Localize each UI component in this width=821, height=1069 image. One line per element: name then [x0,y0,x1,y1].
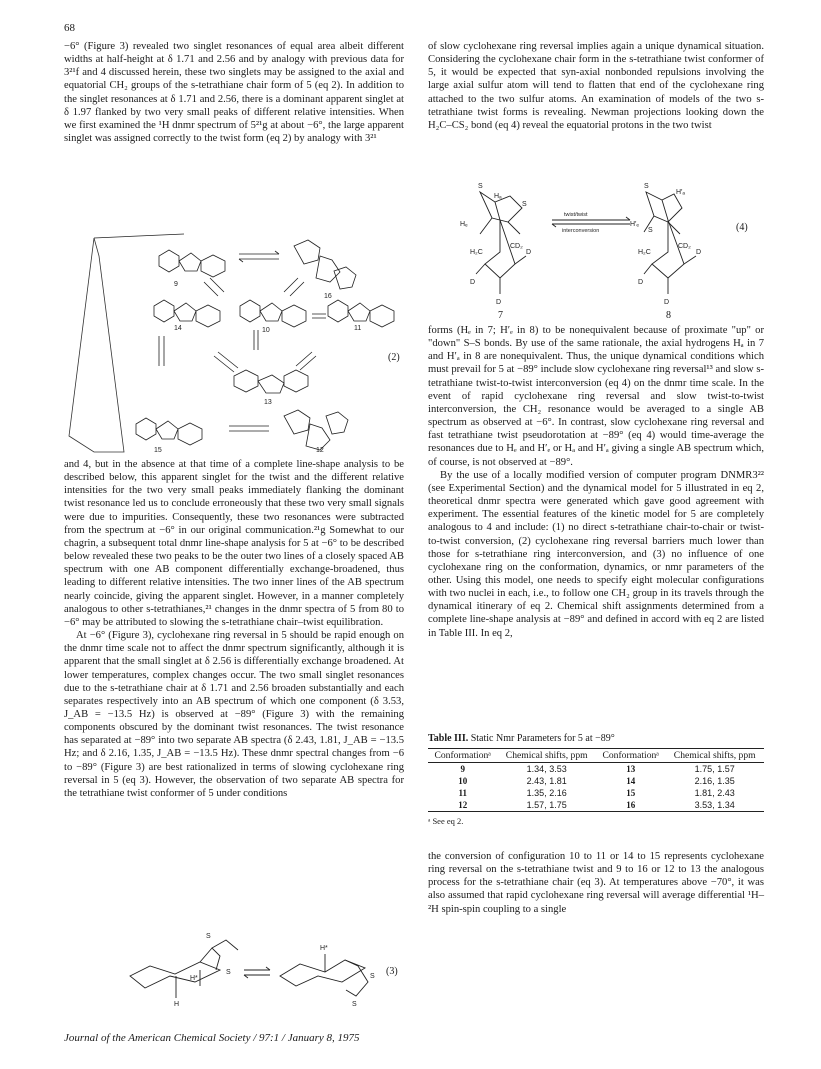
svg-text:CD₂: CD₂ [510,243,523,250]
svg-text:D: D [470,279,476,286]
equation-3-scheme [120,926,404,1008]
table-cell: 14 [626,776,636,786]
svg-text:D: D [526,249,532,256]
svg-text:S: S [648,227,653,234]
svg-text:D: D [496,299,502,306]
equation-2-scheme [64,226,404,454]
svg-text:H: H [174,1001,180,1008]
svg-text:Hₑ: Hₑ [460,221,468,228]
table-title-text: Static Nmr Parameters for 5 at −89° [470,733,615,744]
svg-text:S: S [352,1001,357,1008]
table-cell: 1.34, 3.53 [526,764,567,774]
equation-number-3: (3) [386,966,398,977]
table-cell: 1.35, 2.16 [526,788,567,798]
paragraph: and 4, but in the absence at that time of a complete line-shape analysis to be described below, this apparent singlet for the twist and the different relative intensities for the two very small peaks immediately flanking the dominant twist resonance led us to conclude erroneously that these two very small signals were due to impurities. Consequently, these two resonances were subtracted from the spectrum at −6° in our original communication.²¹g Somewhat to our chagrin, a subsequent total dnmr line-shape analysis for 5 at −6° to be described below revealed these two peaks to be the outer two lines of a closely spaced AB spectrum with one AB component differentially exchange-broadened, thus leading to different relative intensities. The two inner lines of the AB spectrum nearly coincide, giving the apparent singlet. However, in a manner completely analogous to other s-tetrathianes,²¹ changes in the dnmr spectra of 5 from 80 to −6° may be attributed to slowing the s-tetrathiane chair–twist equilibration. [64,459,404,628]
right-column-bottom [428,850,764,916]
table-cell: 16 [626,800,636,810]
paragraph: −6° (Figure 3) revealed two singlet resonances of equal area albeit different widths at half-height at δ 1.71 and 2.56 and by analogy with previous data for 3²¹f and 4 discussed herein, these two singlets may be assigned to the axial and equatorial CH₂ groups of the s-tetrathiane chair form of 5 (eq 2). In addition to the singlet resonances at δ 1.71 and 2.56, there is a dominant apparent singlet at δ 1.97 flanked by two very small peaks of different relative intensities. When we first examined the ¹H dnmr spectrum of 5²¹g at about −6°, the large apparent singlet was assigned correctly to the twist form (eq 2) by analogy with 3²¹ [64,41,404,145]
svg-text:D: D [638,279,644,286]
table-row [428,775,764,787]
compound-label-8: 8 [666,310,671,321]
left-column-top [64,40,404,145]
table-cell: 1.75, 1.57 [694,764,735,774]
paragraph: By the use of a locally modified version of computer program DNMR3²² (see Experimental Section) and the dynamical model for 5 illustrated in eq 2, theoretical dnmr spectra were generated which gave good agreement with experiment. The essential features of the kinetic model for 5 are completely analogous to 4 and include: (1) no direct s-tetrathiane chair-to-chair or twist-to-twist conversion, (2) cyclohexane ring reversal barriers much lower than those for s-tetrathiane ring interconversion, and (3) no influence of one cyclohexane ring on the conformation, dynamics, or nmr parameters of the other. Using this model, one needs to specify eight molecular configurations with two nuclei in each, i.e., to follow one CH₂ group in its travels through the dynamical itinerary of eq 2. Chemical shift assignments determined from a complete line-shape analysis at −89° and defined in accord with eq 2 are listed in Table III. In eq 2, [428,469,764,639]
compound-label-10: 10 [262,327,270,334]
equation-number-2: (2) [388,352,400,363]
table-cell: 3.53, 1.34 [694,800,735,810]
table-iii [428,733,764,826]
svg-text:D: D [664,299,670,306]
right-column-middle [428,324,764,640]
eq3-drawing [120,926,404,1008]
svg-text:H′ₑ: H′ₑ [630,221,639,228]
scheme-drawing [64,226,404,454]
arrow-label-top: twist/twist [564,212,588,218]
right-column-top [428,40,764,132]
equation-4-scheme [440,172,764,322]
table-title [428,733,764,744]
table-cell: 2.16, 1.35 [694,776,735,786]
table-title-label: Table III. [428,733,469,744]
table-cell: 13 [626,764,636,774]
table-cell: 9 [460,764,465,774]
svg-text:S: S [644,183,649,190]
compound-label-12: 12 [316,447,324,454]
table-header: Chemical shifts, ppm [505,750,588,761]
paragraph: At −6° (Figure 3), cyclohexane ring reversal in 5 should be rapid enough on the dnmr time scale not to affect the dnmr spectrum significantly, although it is apparent that the small singlet at δ 2.56 is differentially exchange broadened. At lower temperatures, complex changes occur. The two small singlet resonances due to the s-tetrathiane chair at δ 1.71 and 2.56 broaden substantially and each separates respectively into an AB spectrum of which one component (δ 3.53, J_AB = −13.5 Hz) is observed at −89° (Figure 3) with the remaining components obscured by the dominant twist resonances. The twist resonance has separated at −89° into two separate AB spectra (δ 2.43, 1.81, J_AB = −13.5 Hz; and δ 2.16, 1.35, J_AB = −13.5 Hz). These dnmr spectral changes from −6 to −89° (Figure 3) are best rationalized in terms of slowing cyclohexane ring reversal in 5 (eq 3). However, the observation of two separate AB spectra for the tetrathiane twist conformer of 5 under conditions [64,630,404,799]
svg-text:S: S [206,933,211,940]
compound-label-11: 11 [354,325,362,332]
svg-text:S: S [226,969,231,976]
left-column-middle [64,458,404,800]
paragraph: forms (Hₑ in 7; H′ₑ in 8) to be nonequivalent because of proximate "up" or "down" S–S bonds. By use of the same rationale, the axial hydrogens Hₐ in 7 and H′ₐ in 8 are nonequivalent. Thus, the unique dynamical conditions which must prevail for 5 at −89° include slow cyclohexane ring reversal¹³ and slow s-tetrathiane twist-to-twist interconversion (eq 4) on the dnmr time scale. In the event of rapid cyclohexane ring reversal and slow twist-to-twist interconversion, the CH₂ resonance would be averaged to a single AB spectrum as observed at −6°. In contrast, slow cyclohexane ring reversal and fast tetrathiane twist pseudorotation at −89° (eq 4) would time-average the resonances due to Hₑ and H′ₑ or Hₐ and H′ₐ giving a single AB spectrum which, of course, is not observed at −89°. [428,325,764,468]
paragraph: the conversion of configuration 10 to 11 or 14 to 15 represents cyclohexane ring reversal on the s-tetrathiane twist and 9 to 16 or 12 to 13 the analogous process for the s-tetrathiane chair (eq 3). At temperatures above −70°, it was also assumed that rapid cyclohexane ring reversal will average differential ¹H–²H spin-spin coupling to a single [428,851,764,915]
compound-label-13: 13 [264,399,272,406]
svg-text:Hₐ: Hₐ [494,193,502,200]
paragraph: of slow cyclohexane ring reversal implies again a unique dynamical situation. Considering the cyclohexane chair form in the s-tetrathiane twist conformer of 5, it would be expected that syn-axial nonbonded repulsions involving the large axial sulfur atom will tend to flatten that end of the cyclohexane ring attached to the two sulfur atoms. An examination of models of the two s-tetrathiane twist forms is revealing. Newman projections looking down the H₂C–CS₂ bond (eq 4) reveal the equatorial protons in the two twist [428,41,764,131]
table-footnote: ᵃ See eq 2. [428,816,464,826]
compound-label-15: 15 [154,447,162,454]
compound-label-16: 16 [324,293,332,300]
table-row [428,763,764,776]
compound-label-14: 14 [174,325,182,332]
svg-text:H′ₐ: H′ₐ [676,189,685,196]
table-row [428,787,764,799]
compound-label-7: 7 [498,310,503,321]
svg-text:S: S [370,973,375,980]
svg-text:H*: H* [320,945,328,952]
svg-text:H₂C: H₂C [470,249,483,256]
page-number: 68 [64,22,75,34]
table-cell: 15 [626,788,636,798]
svg-text:H*: H* [190,975,198,982]
svg-text:S: S [522,201,527,208]
arrow-label-bottom: interconversion [562,228,600,234]
table-cell: 11 [458,788,467,798]
svg-text:CD₂: CD₂ [678,243,691,250]
table-cell: 12 [458,800,468,810]
svg-text:H₂C: H₂C [638,249,651,256]
table-header: Conformationᵃ [602,750,659,761]
table-header: Chemical shifts, ppm [673,750,756,761]
table-row [428,799,764,812]
table-cell: 10 [458,776,468,786]
compound-label-9: 9 [174,281,178,288]
table-cell: 1.57, 1.75 [526,800,567,810]
svg-text:S: S [478,183,483,190]
table-header: Conformationᵃ [434,750,491,761]
svg-text:D: D [696,249,702,256]
equation-number-4: (4) [736,222,748,233]
table-header-row [428,749,764,763]
data-table [428,748,764,812]
journal-footer: Journal of the American Chemical Society / 97:1 / January 8, 1975 [64,1032,360,1044]
table-cell: 1.81, 2.43 [694,788,735,798]
table-cell: 2.43, 1.81 [526,776,567,786]
eq4-drawing [440,172,764,322]
